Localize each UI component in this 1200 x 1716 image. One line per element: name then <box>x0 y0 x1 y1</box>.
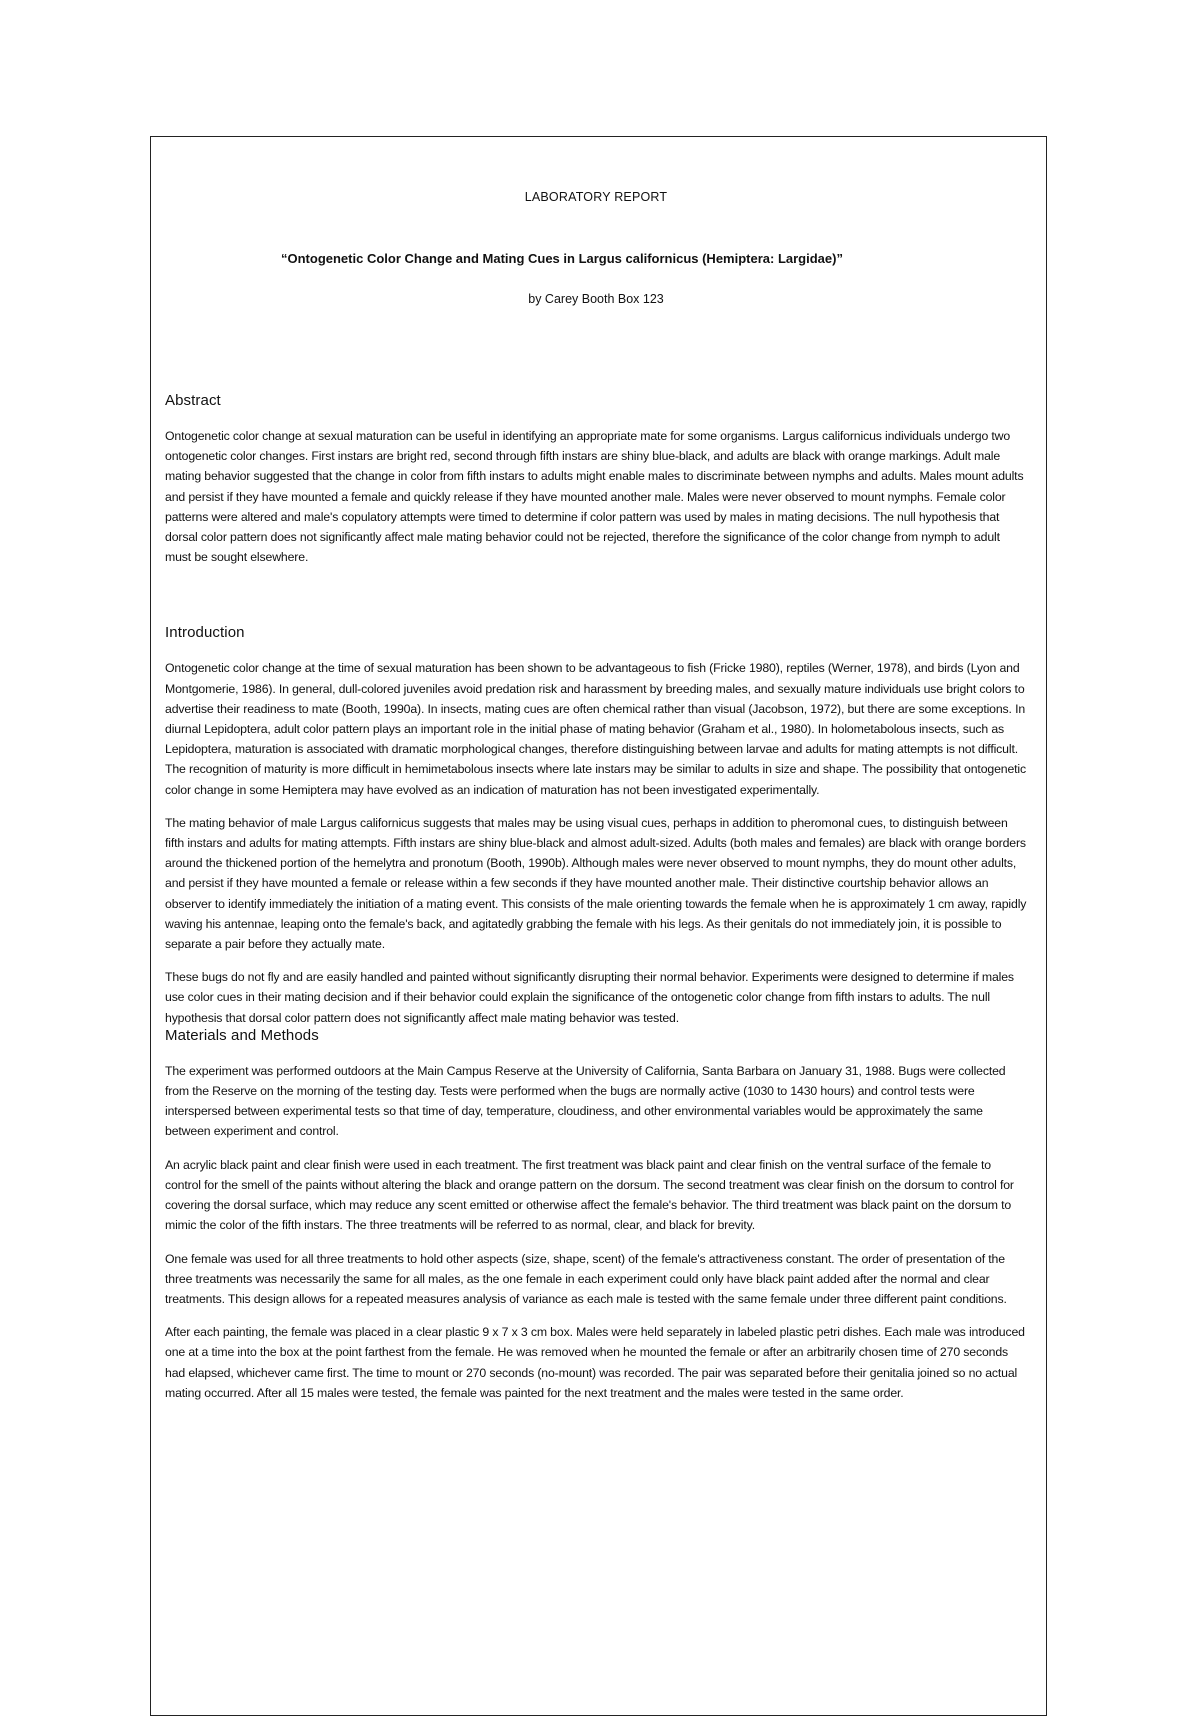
methods-paragraph: The experiment was performed outdoors at the Main Campus Reserve at the University of California, Santa Barbara on January 31, 1988. Bugs were collected from the Reserve on the morning of the testing day. Tests were performed when the bugs are normally active (1030 to 1430 hours) and control tests were interspersed between experimental tests so that time of day, temperature, cloudiness, and other environmental variables would be approximately the same between experiment and control. <box>165 1063 1006 1139</box>
introduction-paragraph: These bugs do not fly and are easily handled and painted without significantly disrupting their normal behavior. Experiments were designed to determine if males use color cues in their mating decision and if their behavior could explain the significance of the ontogenetic color change from fifth instars to adults. The null hypothesis that dorsal color pattern does not significantly affect male mating behavior was tested. <box>165 970 1014 1025</box>
introduction-paragraph: Ontogenetic color change at the time of sexual maturation has been shown to be advantageous to fish (Fricke 1980), reptiles (Werner, 1978), and birds (Lyon and Montgomerie, 1986). In general, dull-colored juveniles avoid predation risk and harassment by breeding males, and sexually mature individuals use bright colors to advertise their readiness to mate (Booth, 1990a). In insects, mating cues are often chemical rather than visual (Jacobson, 1972), but there are some exceptions. In diurnal Lepidoptera, adult color pattern plays an important role in the initial phase of mating behavior (Graham et al., 1980). In holometabolous insects, such as Lepidoptera, maturation is associated with dramatic morphological changes, therefore distinguishing between larvae and adults for mating attempts is not difficult. The recognition of maturity is more difficult in hemimetabolous insects where late instars may be similar to adults in size and shape. The possibility that ontogenetic color change in some Hemiptera may have evolved as an indication of maturation has not been investigated experimentally. <box>165 661 1026 797</box>
methods-section <box>165 1027 1027 1403</box>
methods-heading: Materials and Methods <box>165 1026 319 1044</box>
abstract-paragraph: Ontogenetic color change at sexual maturation can be useful in identifying an appropriate mate for some organisms. Largus californicus individuals undergo two ontogenetic color changes. First instars are bright red, second through fifth instars are shiny blue-black, and adults are black with orange markings. Adult male mating behavior suggested that the change in color from fifth instars to adults might enable males to discriminate between nymphs and adults. Males mount adults and persist if they have mounted a female and quickly release if they have mounted another male. Males were never observed to mount nymphs. Female color patterns were altered and male's copulatory attempts were timed to determine if color pattern was used by males in mating decisions. The null hypothesis that dorsal color pattern does not significantly affect male mating behavior could not be rejected, therefore the significance of the color change from nymph to adult must be sought elsewhere. <box>165 429 1024 565</box>
methods-paragraph: After each painting, the female was placed in a clear plastic 9 x 7 x 3 cm box. Males were held separately in labeled plastic petri dishes. Each male was introduced one at a time into the box at the point farthest from the female. He was removed when he mounted the female or after an arbitrarily chosen time of 270 seconds had elapsed, whichever came first. The time to mount or 270 seconds (no-mount) was recorded. The pair was separated before their genitalia joined so no actual mating occurred. After all 15 males were tested, the female was painted for the next treatment and the males were tested in the same order. <box>165 1325 1025 1400</box>
methods-paragraph: An acrylic black paint and clear finish were used in each treatment. The first treatment was black paint and clear finish on the ventral surface of the female to control for the smell of the paints without altering the black and orange pattern on the dorsum. The second treatment was clear finish on the dorsum to control for covering the dorsal surface, which may reduce any scent emitted or otherwise affect the female's behavior. The third treatment was black paint on the dorsum to mimic the color of the fifth instars. The three treatments will be referred to as normal, clear, and black for brevity. <box>165 1157 1014 1233</box>
report-byline: by Carey Booth Box 123 <box>528 292 664 306</box>
abstract-section <box>165 392 1027 567</box>
methods-paragraph: One female was used for all three treatments to hold other aspects (size, shape, scent) of the female's attractiveness constant. The order of presentation of the three treatments was necessarily the same for all males, as the one female in each experiment could only have black paint added after the normal and clear treatments. This design allows for a repeated measures analysis of variance as each male is tested with the same female under three different paint conditions. <box>165 1251 1007 1306</box>
introduction-paragraph: The mating behavior of male Largus californicus suggests that males may be using visual cues, perhaps in addition to pheromonal cues, to distinguish between fifth instars and adults for mating attempts. Fifth instars are shiny blue-black and almost adult-sized. Adults (both males and females) are black with orange borders around the thickened portion of the hemelytra and pronotum (Booth, 1990b). Although males were never observed to mount nymphs, they do mount other adults, and persist if they have mounted a female or release within a few seconds if they have mounted another male. Their distinctive courtship behavior allows an observer to identify immediately the initiation of a mating event. This consists of the male orienting towards the female when he is approximately 1 cm away, rapidly waving his antennae, leaping onto the female's back, and agitatedly grabbing the female with his legs. As their genitals do not immediately join, it is possible to separate a pair before they actually mate. <box>165 815 1027 952</box>
abstract-heading: Abstract <box>165 392 221 409</box>
report-label: LABORATORY REPORT <box>524 190 668 204</box>
report-title: “Ontogenetic Color Change and Mating Cues in Largus californicus (Hemiptera: Largidae)” <box>281 251 843 266</box>
section-spacer <box>165 580 1027 624</box>
introduction-section <box>165 624 1027 1027</box>
document-body <box>165 190 1027 1416</box>
introduction-heading: Introduction <box>165 624 245 642</box>
